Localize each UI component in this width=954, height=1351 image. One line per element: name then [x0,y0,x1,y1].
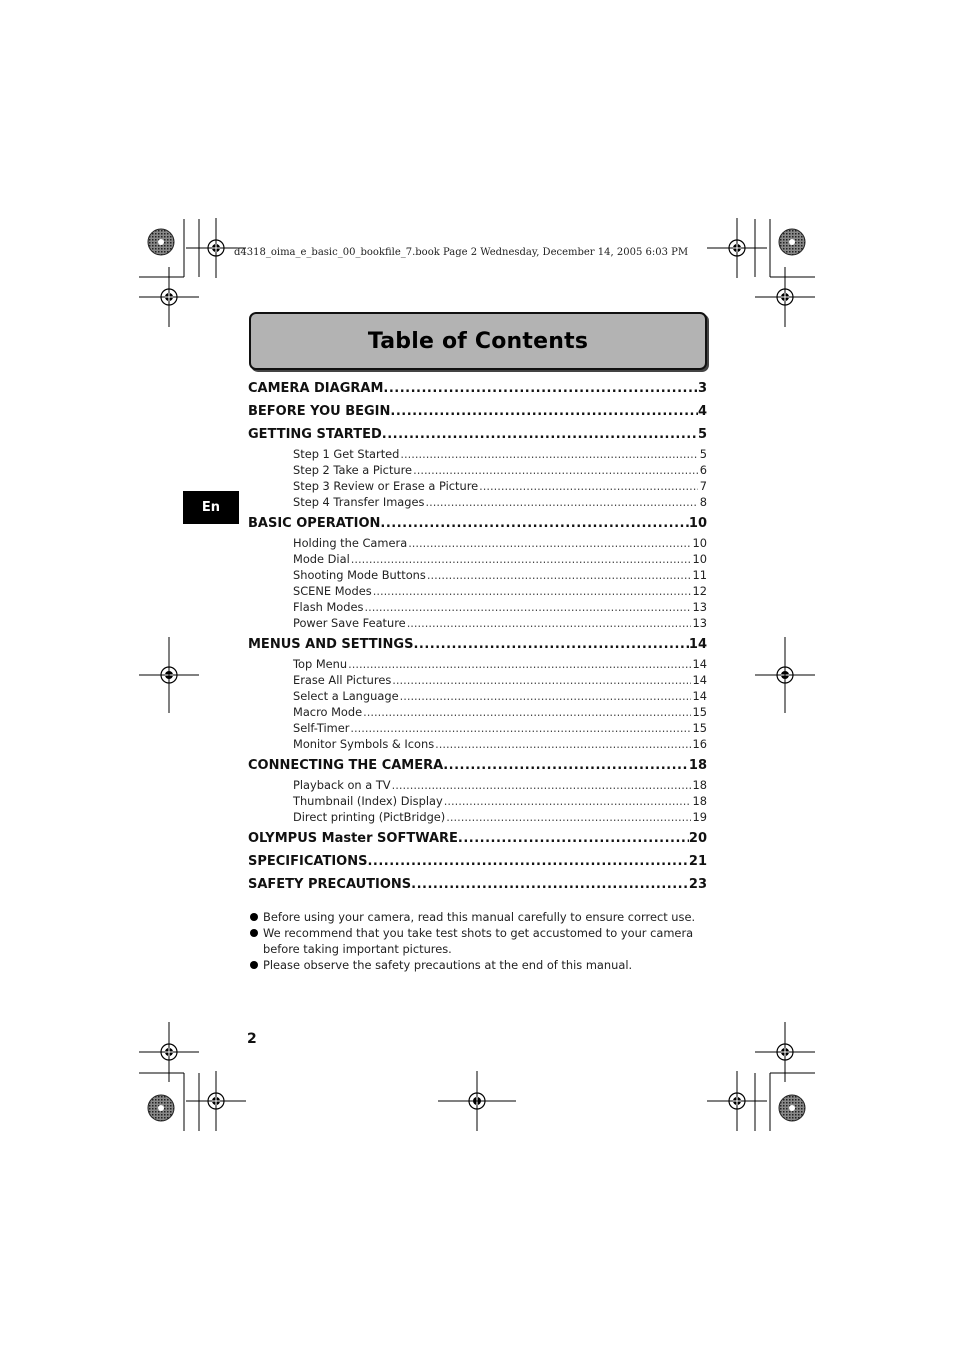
toc-section-page: 14 [688,637,707,652]
toc-subitem-page: 15 [692,721,707,735]
toc-subitem-page: 10 [692,552,707,566]
dot-leader [458,828,689,850]
dot-leader [479,478,698,494]
toc-section-title: MENUS AND SETTINGS [248,637,414,652]
page-title: Table of Contents [367,328,589,354]
dot-leader [444,793,691,809]
toc-subitem-title: Step 4 Transfer Images [293,495,425,509]
dot-leader [425,494,697,510]
toc-subitem-title: Monitor Symbols & Icons [293,737,435,751]
toc-section-title: GETTING STARTED [248,427,382,442]
dot-leader [408,535,690,551]
language-tab: En [183,491,239,524]
toc-subitem[interactable] [248,656,707,672]
toc-subitem[interactable] [248,494,707,510]
toc-subitem[interactable] [248,599,707,615]
dot-leader [348,656,690,672]
toc-section-page: 5 [697,427,707,442]
toc-subitem-page: 6 [699,463,707,477]
toc-subitem[interactable] [248,777,707,793]
dot-leader [380,513,689,535]
toc-section-page: 20 [688,831,707,846]
toc-section[interactable] [248,401,707,423]
toc-subitem-title: Self-Timer [293,721,350,735]
toc-subitem[interactable] [248,704,707,720]
toc-subitem-title: Select a Language [293,689,399,703]
toc-subitem-page: 19 [692,810,707,824]
toc-subitem-title: Step 1 Get Started [293,447,400,461]
toc-subitem-title: SCENE Modes [293,584,372,598]
toc-section-title: BEFORE YOU BEGIN [248,404,391,419]
dot-leader [383,378,698,400]
toc-subitem-page: 18 [692,778,707,792]
toc-section-title: BASIC OPERATION [248,516,381,531]
dot-leader [382,424,698,446]
dot-leader [427,567,691,583]
dot-leader [413,634,688,656]
dot-leader [400,446,697,462]
toc-subitem-title: Playback on a TV [293,778,391,792]
toc-section-title: SPECIFICATIONS [248,854,368,869]
toc-section-title: CONNECTING THE CAMERA [248,758,444,773]
toc-subitem-title: Mode Dial [293,552,350,566]
toc-subitem-title: Step 3 Review or Erase a Picture [293,479,479,493]
toc-section[interactable] [248,874,707,896]
toc-subitem[interactable] [248,793,707,809]
toc-subitem-page: 8 [699,495,707,509]
toc-section[interactable] [248,513,707,535]
toc-section[interactable] [248,378,707,400]
toc-subitem-title: Flash Modes [293,600,364,614]
toc-section-title: CAMERA DIAGRAM [248,381,384,396]
toc-subitem-title: Direct printing (PictBridge) [293,810,446,824]
toc-subitem[interactable] [248,583,707,599]
toc-subitem[interactable] [248,688,707,704]
toc-subitem[interactable] [248,809,707,825]
toc-section-page: 21 [688,854,707,869]
toc-section-title: SAFETY PRECAUTIONS [248,877,412,892]
toc-subitem-title: Shooting Mode Buttons [293,568,426,582]
toc-section-page: 3 [697,381,707,396]
toc-subitem[interactable] [248,535,707,551]
toc-subitem-page: 18 [692,794,707,808]
dot-leader [392,672,690,688]
toc-subitem-title: Macro Mode [293,705,363,719]
toc-subitem[interactable] [248,615,707,631]
toc-subitem-title: Erase All Pictures [293,673,392,687]
toc-section[interactable] [248,851,707,873]
table-of-contents [248,378,707,896]
toc-section-page: 10 [688,516,707,531]
toc-subitem[interactable] [248,672,707,688]
toc-section-title: OLYMPUS Master SOFTWARE [248,831,458,846]
toc-subitem-page: 16 [692,737,707,751]
dot-leader [392,777,691,793]
toc-subitem-page: 14 [692,657,707,671]
dot-leader [446,809,690,825]
toc-section[interactable] [248,755,707,777]
page-number: 2 [247,1031,257,1047]
dot-leader [363,704,690,720]
toc-subitem[interactable] [248,462,707,478]
notes-list [248,909,710,973]
dot-leader [351,551,691,567]
toc-subitem-page: 5 [699,447,707,461]
toc-subitem-page: 7 [699,479,707,493]
toc-section-page: 23 [688,877,707,892]
toc-subitem-page: 13 [692,600,707,614]
dot-leader [367,851,688,873]
toc-subitem-title: Thumbnail (Index) Display [293,794,443,808]
toc-subitem-page: 15 [692,705,707,719]
dot-leader [400,688,691,704]
toc-section-page: 4 [697,404,707,419]
dot-leader [435,736,690,752]
toc-subitem[interactable] [248,567,707,583]
note-item: Please observe the safety precautions at the end of this manual. [248,957,710,973]
toc-subitem[interactable] [248,551,707,567]
toc-subitem-page: 13 [692,616,707,630]
toc-subitem-page: 10 [692,536,707,550]
toc-section[interactable] [248,828,707,850]
toc-subitem-title: Top Menu [293,657,348,671]
dot-leader [407,615,691,631]
dot-leader [413,462,698,478]
dot-leader [390,401,698,423]
note-item: Before using your camera, read this manual carefully to ensure correct use. [248,909,710,925]
toc-subitem-page: 12 [692,584,707,598]
toc-subitem[interactable] [248,446,707,462]
toc-subitem-title: Power Save Feature [293,616,406,630]
toc-subitem[interactable] [248,720,707,736]
dot-leader [364,599,690,615]
toc-section[interactable] [248,424,707,446]
toc-subitem-title: Holding the Camera [293,536,408,550]
dot-leader [443,755,689,777]
toc-subitem[interactable] [248,478,707,494]
toc-subitem-page: 11 [692,568,707,582]
note-item: We recommend that you take test shots to get accustomed to your camera before taking important pictures. [248,925,710,957]
toc-section-page: 18 [688,758,707,773]
file-info-header: d4318_oima_e_basic_00_bookfile_7.book Page 2 Wednesday, December 14, 2005 6:03 PM [234,247,689,258]
toc-subitem[interactable] [248,736,707,752]
toc-subitem-page: 14 [692,673,707,687]
dot-leader [350,720,690,736]
toc-subitem-page: 14 [692,689,707,703]
dot-leader [411,874,689,896]
toc-section[interactable] [248,634,707,656]
toc-subitem-title: Step 2 Take a Picture [293,463,413,477]
dot-leader [373,583,691,599]
title-banner [249,312,707,370]
